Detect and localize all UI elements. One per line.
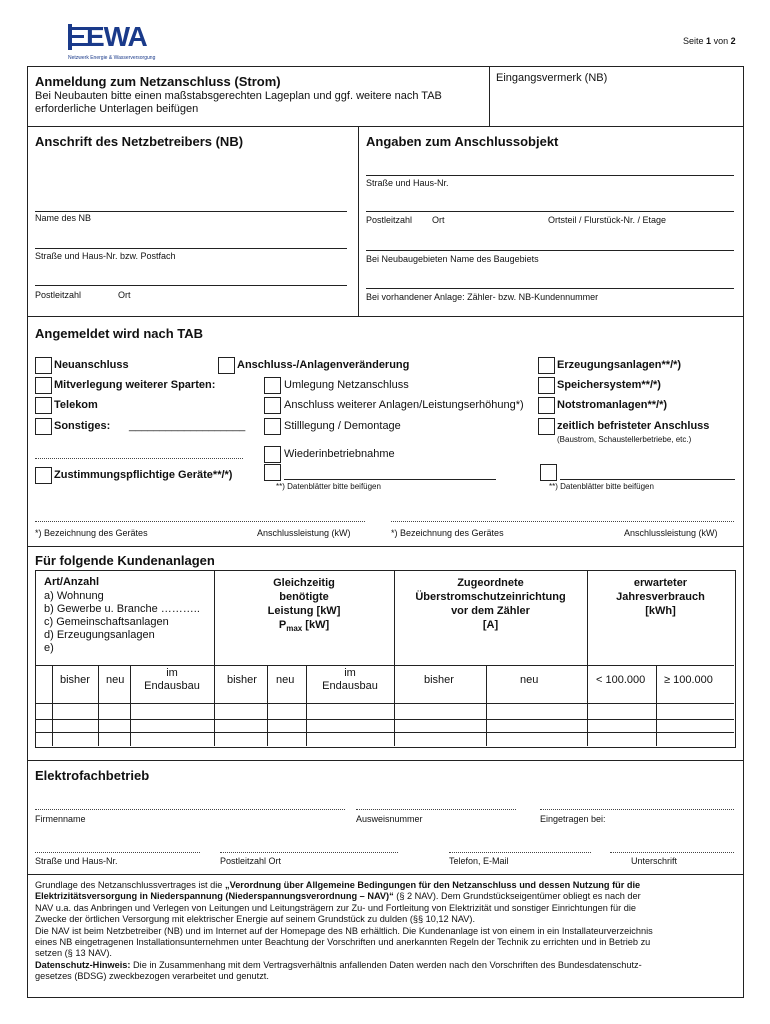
plzort-label: Postleitzahl Ort (220, 856, 282, 866)
art-item-b: b) Gewerbe u. Branche ……….. (44, 603, 200, 615)
leistung2-label: Anschlussleistung (kW) (624, 528, 718, 538)
speicher-checkbox[interactable] (538, 377, 555, 394)
befristet-label: zeitlich befristeter Anschluss (557, 420, 710, 432)
telefon-line[interactable] (449, 852, 591, 853)
ausweis-label: Ausweisnummer (356, 814, 423, 824)
wiederinbetrieb-label: Wiederinbetriebnahme (284, 448, 395, 460)
telefon-label: Telefon, E-Mail (449, 856, 509, 866)
sonstiges-input[interactable]: ___________________ (129, 420, 246, 432)
anschlussobjekt-plz-label: Postleitzahl (366, 215, 413, 225)
zaehler-label: Bei vorhandener Anlage: Zähler- bzw. NB-Kundennummer (366, 292, 599, 302)
sonstiges-label: Sonstiges: (54, 420, 111, 432)
anschlussobjekt-plz-line[interactable] (366, 211, 734, 212)
col1-endausbau: im Endausbau (144, 667, 200, 692)
col4-lt: < 100.000 (596, 674, 646, 686)
geraet2-line[interactable] (560, 479, 735, 480)
wiederinbetrieb-checkbox[interactable] (264, 446, 281, 463)
anschlussobjekt-street-line[interactable] (366, 175, 734, 176)
weitere-checkbox[interactable] (264, 397, 281, 414)
footer-text: Grundlage des Netzanschlussvertrages ist die „Verordnung über Allgemeine Bedingungen für den Netzanschluss und dessen Nutzung für die Elektrizitätsversorgung in Niederspannung (Niederspannungsverordnung – NAV)“ (§ 2 NAV). Dem Grundstückseigentümer obliegt es nach der NAV u.a. das Anbringen und Verlegen von Leitungen und Leitungsträgern zur Zu- und Fortleitung von Elektrizität und sonstiger Einrichtungen für die Zwecke der örtlichen Versorgung mit elektrischer Energie auf seinem Grundstück zu dulden (§§ 10,12 NAV). Die NAV ist beim Netzbetreiber (NB) und im Internet auf der Homepage des NB erhältlich. Die Kundenanlage ist von einem in ein Installateurverzeichnis eines NB eingetragenen Installationsunternehmen unter Beachtung der Vorschriften und anerkannten Regeln der Technik zu errichten und in Betrieb zu setzen (§ 13 NAV). Datenschutz-Hinweis: Die in Zusammenhang mit dem Vertragsverhältnis anfallenden Daten werden nach den Vorschriften des Bundesdatenschutz- gesetzes (BDSG) zweckbezogen verarbeitet und genutzt. (35, 880, 653, 982)
mitverlegung-checkbox[interactable] (35, 377, 52, 394)
zustimmung-checkbox[interactable] (35, 467, 52, 484)
telekom-label: Telekom (54, 399, 98, 411)
umlegung-label: Umlegung Netzanschluss (284, 379, 409, 391)
logo-text: EWA (86, 21, 147, 52)
col2-bisher: bisher (227, 674, 257, 686)
plzort-line[interactable] (220, 852, 398, 853)
anschlussobjekt-street-label: Straße und Haus-Nr. (366, 178, 449, 188)
page-indicator: Seite 1 von 2 (683, 36, 736, 46)
logo-tagline: Netzwerk Energie & Wasserversorgung (68, 55, 156, 61)
firma-line[interactable] (35, 809, 345, 810)
speicher-label: Speichersystem**/*) (557, 379, 661, 391)
logo (66, 18, 176, 61)
art-item-e: e) (44, 642, 54, 654)
col2-endausbau: im Endausbau (322, 667, 378, 692)
zustimmung-label: Zustimmungspflichtige Geräte**/*) (54, 469, 233, 481)
zaehler-line[interactable] (366, 288, 734, 289)
form-subtitle-1: Bei Neubauten bitte einen maßstabsgerechten Lageplan und ggf. weitere nach TAB (35, 90, 442, 102)
bez2-label: *) Bezeichnung des Gerätes (391, 528, 504, 538)
anschlussobjekt-ortsteil-label: Ortsteil / Flurstück-Nr. / Etage (548, 215, 667, 225)
tab-heading: Angemeldet wird nach TAB (35, 326, 204, 341)
leistung-heading: Gleichzeitig benötigte Leistung [kW] $P_{max}$ [kW] (267, 577, 341, 634)
erzeugung-checkbox[interactable] (538, 357, 555, 374)
nb-name-line[interactable] (35, 211, 347, 212)
befristet-checkbox[interactable] (538, 418, 555, 435)
baugebiet-line[interactable] (366, 250, 734, 251)
stilllegung-label: Stilllegung / Demontage (284, 420, 401, 432)
sonstiges-checkbox[interactable] (35, 418, 52, 435)
kundenanlagen-heading: Für folgende Kundenanlagen (35, 553, 215, 568)
unterschrift-label: Unterschrift (631, 856, 678, 866)
mitverlegung-label: Mitverlegung weiterer Sparten: (54, 379, 216, 391)
umlegung-checkbox[interactable] (264, 377, 281, 394)
col1-bisher: bisher (60, 674, 90, 686)
anschlussobjekt-heading: Angaben zum Anschlussobjekt (366, 134, 559, 149)
art-item-a: a) Wohnung (44, 590, 104, 602)
datenblaetter2-note: **) Datenblätter bitte beifügen (549, 482, 654, 491)
leistung1-label: Anschlussleistung (kW) (257, 528, 351, 538)
nb-plz-label: Postleitzahl (35, 290, 82, 300)
geraet1-checkbox[interactable] (264, 464, 281, 481)
datenblaetter1-note: **) Datenblätter bitte beifügen (276, 482, 381, 491)
netzbetreiber-heading: Anschrift des Netzbetreibers (NB) (35, 134, 244, 149)
nb-ort-label: Ort (118, 290, 131, 300)
baugebiet-label: Bei Neubaugebieten Name des Baugebiets (366, 254, 539, 264)
col2-neu: neu (276, 674, 295, 686)
eingetragen-line[interactable] (540, 809, 734, 810)
nb-street-label: Straße und Haus-Nr. bzw. Postfach (35, 251, 176, 261)
col4-ge: ≥ 100.000 (664, 674, 713, 686)
eingetragen-label: Eingetragen bei: (540, 814, 606, 824)
col1-neu: neu (106, 674, 125, 686)
bez1-label: *) Bezeichnung des Gerätes (35, 528, 148, 538)
ueberstrom-heading: Zugeordnete Überstromschutzeinrichtung vor dem Zähler [A] (415, 577, 566, 631)
neuanschluss-checkbox[interactable] (35, 357, 52, 374)
neuanschluss-label: Neuanschluss (54, 359, 129, 371)
col3-bisher: bisher (424, 674, 454, 686)
geraet2-checkbox[interactable] (540, 464, 557, 481)
unterschrift-line[interactable] (610, 852, 734, 853)
eingangsvermerk-label: Eingangsvermerk (NB) (496, 72, 608, 84)
anschlussobjekt-ort-label: Ort (432, 215, 445, 225)
nb-plz-line[interactable] (35, 285, 347, 286)
firma-label: Firmenname (35, 814, 86, 824)
form-subtitle-2: erforderliche Unterlagen beifügen (35, 103, 199, 115)
telekom-checkbox[interactable] (35, 397, 52, 414)
art-item-d: d) Erzeugungsanlagen (44, 629, 155, 641)
nb-street-line[interactable] (35, 248, 347, 249)
geraet1-line[interactable] (284, 479, 496, 480)
jahresverbrauch-heading: erwarteter Jahresverbrauch [kWh] (616, 577, 705, 617)
weitere-label: Anschluss weiterer Anlagen/Leistungserhöhung*) (284, 399, 524, 411)
art-item-c: c) Gemeinschaftsanlagen (44, 616, 169, 628)
ausweis-line[interactable] (356, 809, 516, 810)
befristet-note: (Baustrom, Schaustellerbetriebe, etc.) (557, 435, 692, 444)
strasse-line[interactable] (35, 852, 200, 853)
erzeugung-label: Erzeugungsanlagen**/*) (557, 359, 682, 371)
nb-name-label: Name des NB (35, 213, 92, 223)
art-anzahl-heading: Art/Anzahl (44, 576, 99, 588)
stilllegung-checkbox[interactable] (264, 418, 281, 435)
notstrom-checkbox[interactable] (538, 397, 555, 414)
form-title: Anmeldung zum Netzanschluss (Strom) (35, 74, 281, 89)
aenderung-label: Anschluss-/Anlagenveränderung (237, 359, 410, 371)
strasse-label: Straße und Haus-Nr. (35, 856, 118, 866)
notstrom-label: Notstromanlagen**/*) (557, 399, 668, 411)
col3-neu: neu (520, 674, 539, 686)
elektro-heading: Elektrofachbetrieb (35, 768, 150, 783)
aenderung-checkbox[interactable] (218, 357, 235, 374)
